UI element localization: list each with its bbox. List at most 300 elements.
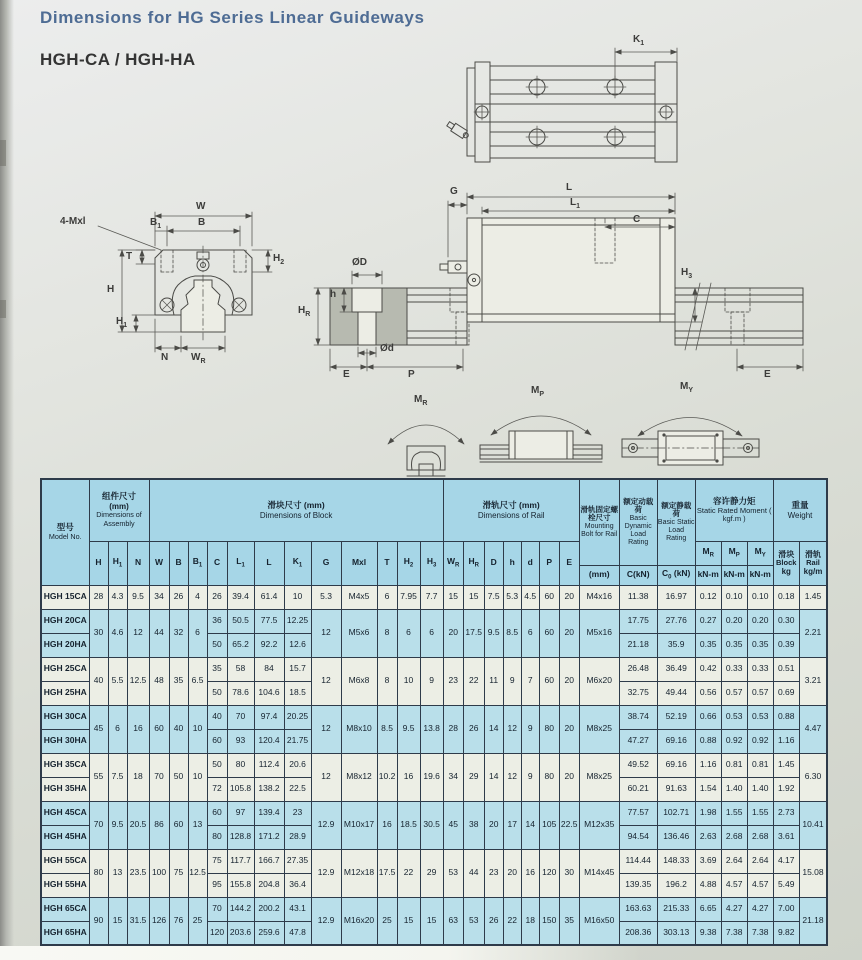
cell-block-shared-1: M8x10 [341,705,377,753]
unit-header-4: kN-m [721,565,747,585]
dimension-spec-table [40,478,828,946]
cell-block-dim-3: 21.75 [284,729,311,753]
cell-dynamic-load: 163.63 [619,897,657,921]
group-header-block [149,479,443,541]
cell-assembly-0: 55 [89,753,108,801]
dim-label-h-bolt: h [330,289,337,300]
cell-rail-weight: 2.21 [799,609,827,657]
cell-block-shared-2: 10.2 [377,753,397,801]
cell-mounting-bolt: M8x25 [579,705,619,753]
cell-assembly-2: 9.5 [127,585,149,609]
cell-moment-my: 0.33 [747,657,773,681]
rail-header-en: Dimensions of Rail [477,510,545,520]
cell-assembly-3: 48 [149,657,169,705]
cell-rail-dim-5: 60 [539,609,559,657]
dim-label-h: H [107,284,115,295]
weight-header-zh: 重量 [791,499,809,510]
cell-moment-mp: 7.38 [721,921,747,945]
cell-moment-mr: 0.66 [695,705,721,729]
cell-moment-mp: 0.33 [721,657,747,681]
cell-block-shared-1: M5x6 [341,609,377,657]
cell-block-shared-4: 9 [420,657,443,705]
cell-static-load: 27.76 [657,609,695,633]
col-header-WR: $W_R$ [443,541,463,585]
cell-block-shared-4: 7.7 [420,585,443,609]
cell-block-dim-1: 203.6 [227,921,254,945]
cell-block-shared-3: 6 [397,609,420,657]
cell-assembly-2: 12 [127,609,149,657]
cell-rail-dim-3: 12 [503,753,521,801]
cell-static-load: 69.16 [657,729,695,753]
cell-block-dim-1: 78.6 [227,681,254,705]
cell-mounting-bolt: M14x45 [579,849,619,897]
cell-model: HGH 30HA [41,729,89,753]
cell-assembly-5: 6 [188,609,207,657]
cell-assembly-3: 126 [149,897,169,945]
cell-rail-dim-0: 28 [443,705,463,753]
cell-block-shared-0: 12 [311,705,341,753]
spec-table-body [41,585,827,945]
cell-rail-dim-0: 23 [443,657,463,705]
cell-block-dim-1: 128.8 [227,825,254,849]
unit-header-2: $C_0$ (kN) [657,565,695,585]
cell-assembly-3: 70 [149,753,169,801]
cell-rail-dim-3: 22 [503,897,521,945]
cell-rail-dim-0: 20 [443,609,463,657]
dim-label-od: ØD [352,257,367,268]
rail-bolt-counterbore [352,288,382,312]
col-header-H: H [89,541,108,585]
assembly-header-en: Dimensions of Assembly [96,510,142,528]
cell-rail-dim-4: 9 [521,705,539,753]
group-header-mounting-bolt [579,479,619,565]
cell-dynamic-load: 26.48 [619,657,657,681]
cell-block-shared-4: 13.8 [420,705,443,753]
cell-block-dim-1: 65.2 [227,633,254,657]
cell-block-weight: 0.88 [773,705,799,729]
cell-rail-dim-1: 15 [463,585,484,609]
cross-section-drawing [60,200,330,370]
cell-rail-dim-6: 20 [559,609,579,657]
dim-label-h1: $H_1$ [116,316,128,329]
cell-rail-dim-2: 23 [484,849,503,897]
dim-label-hr: $H_R$ [298,305,311,318]
cell-block-dim-1: 58 [227,657,254,681]
moment-mr-diagram [378,388,478,480]
cell-assembly-1: 15 [108,897,127,945]
col-header-HR: $H_R$ [463,541,484,585]
cell-assembly-4: 50 [169,753,188,801]
cell-block-shared-3: 7.95 [397,585,420,609]
cell-dynamic-load: 77.57 [619,801,657,825]
cell-model: HGH 20CA [41,609,89,633]
cell-block-dim-0: 26 [207,585,227,609]
cell-assembly-3: 86 [149,801,169,849]
cell-rail-dim-5: 80 [539,705,559,753]
col-header-weight-block: 滑块 Block kg [773,541,799,585]
cell-static-load: 36.49 [657,657,695,681]
cell-rail-dim-5: 150 [539,897,559,945]
cell-assembly-2: 18 [127,753,149,801]
cell-rail-dim-1: 22 [463,657,484,705]
col-header-MP: $M_P$ [721,541,747,565]
cell-block-dim-0: 75 [207,849,227,873]
cell-model: HGH 25CA [41,657,89,681]
cell-block-dim-2: 138.2 [254,777,284,801]
page-bottom-edge [0,946,640,960]
cell-block-shared-1: M16x20 [341,897,377,945]
cell-moment-my: 1.40 [747,777,773,801]
cell-assembly-5: 12.5 [188,849,207,897]
cell-block-dim-3: 15.7 [284,657,311,681]
cell-block-dim-2: 259.6 [254,921,284,945]
table-row-HGH-25CA [41,657,827,681]
dim-label-mxl: 4-Mxl [60,216,86,227]
cell-rail-dim-4: 14 [521,801,539,849]
cell-block-shared-0: 12.9 [311,849,341,897]
table-row-HGH-45CA [41,801,827,825]
moment-my-drawing [618,381,768,476]
cell-rail-dim-3: 17 [503,801,521,849]
cell-assembly-5: 6.5 [188,657,207,705]
cell-block-weight: 0.18 [773,585,799,609]
col-header-E: E [559,541,579,585]
dim-label-l: L [566,182,573,193]
cell-static-load: 148.33 [657,849,695,873]
cell-block-dim-3: 18.5 [284,681,311,705]
cell-rail-dim-6: 20 [559,657,579,705]
cell-block-shared-4: 15 [420,897,443,945]
col-header-B: B [169,541,188,585]
cell-rail-dim-0: 53 [443,849,463,897]
page-title: Dimensions for HG Series Linear Guideways [40,8,425,27]
table-row-HGH-20CA [41,609,827,633]
cell-rail-dim-6: 20 [559,705,579,753]
table-row-HGH-65CA [41,897,827,921]
cell-block-dim-0: 36 [207,609,227,633]
group-header-static-moment [695,479,773,541]
cell-block-dim-3: 36.4 [284,873,311,897]
col-header-W: W [149,541,169,585]
cell-mounting-bolt: M5x16 [579,609,619,657]
table-row-HGH-55CA [41,849,827,873]
cell-assembly-0: 30 [89,609,108,657]
dim-label-b: B [198,217,206,228]
dim-label-od-small: Ød [380,343,394,354]
block-side-body [467,218,675,322]
cell-block-shared-2: 25 [377,897,397,945]
cell-rail-dim-2: 14 [484,705,503,753]
moment-header-zh: 容许静力矩 [712,495,756,506]
cell-block-shared-2: 8 [377,657,397,705]
block-header-zh: 滑块尺寸 (mm) [267,499,325,510]
cell-assembly-1: 6 [108,705,127,753]
series-subtitle: HGH-CA / HGH-HA [40,50,196,69]
weight-header-en: Weight [787,510,813,520]
cell-dynamic-load: 60.21 [619,777,657,801]
cell-moment-my: 0.81 [747,753,773,777]
cell-moment-mp: 4.27 [721,897,747,921]
cell-rail-weight: 15.08 [799,849,827,897]
cell-assembly-5: 25 [188,897,207,945]
cell-dynamic-load: 32.75 [619,681,657,705]
cell-rail-dim-4: 16 [521,849,539,897]
cell-moment-my: 0.20 [747,609,773,633]
cell-model: HGH 15CA [41,585,89,609]
cell-rail-dim-3: 20 [503,849,521,897]
unit-header-3: kN-m [695,565,721,585]
cell-moment-my: 2.64 [747,849,773,873]
dim-label-t: T [126,251,133,262]
cell-block-dim-3: 27.35 [284,849,311,873]
cell-block-shared-2: 6 [377,585,397,609]
cell-dynamic-load: 139.35 [619,873,657,897]
cell-block-shared-3: 16 [397,753,420,801]
cell-block-shared-3: 22 [397,849,420,897]
cell-moment-mp: 0.35 [721,633,747,657]
cell-assembly-2: 16 [127,705,149,753]
cell-rail-dim-4: 18 [521,897,539,945]
cell-rail-weight: 1.45 [799,585,827,609]
cell-block-dim-0: 50 [207,633,227,657]
cell-moment-my: 0.10 [747,585,773,609]
cell-block-dim-0: 70 [207,897,227,921]
dim-label-n: N [161,352,169,363]
col-header-MY: $M_Y$ [747,541,773,565]
cell-moment-my: 1.55 [747,801,773,825]
cell-model: HGH 45HA [41,825,89,849]
dim-label-h3: $H_3$ [681,267,693,280]
cell-moment-mr: 1.16 [695,753,721,777]
cell-rail-dim-5: 120 [539,849,559,897]
col-header-model [41,479,89,585]
cell-rail-dim-1: 38 [463,801,484,849]
cell-block-shared-0: 12 [311,753,341,801]
cell-block-dim-1: 80 [227,753,254,777]
cell-block-dim-1: 144.2 [227,897,254,921]
cell-static-load: 215.33 [657,897,695,921]
cell-rail-dim-6: 20 [559,753,579,801]
binder-mark [0,300,6,318]
cell-assembly-4: 26 [169,585,188,609]
cell-block-dim-3: 20.25 [284,705,311,729]
cell-dynamic-load: 38.74 [619,705,657,729]
cell-block-weight: 4.17 [773,849,799,873]
cell-block-weight: 9.82 [773,921,799,945]
cell-rail-dim-2: 7.5 [484,585,503,609]
cell-block-dim-2: 120.4 [254,729,284,753]
col-header-K1: $K_1$ [284,541,311,585]
cell-moment-mr: 0.88 [695,729,721,753]
cell-rail-dim-5: 105 [539,801,559,849]
cell-block-dim-3: 20.6 [284,753,311,777]
cell-block-dim-2: 166.7 [254,849,284,873]
cell-block-dim-1: 117.7 [227,849,254,873]
cell-block-dim-3: 23 [284,801,311,825]
cell-moment-mr: 0.42 [695,657,721,681]
unit-header-5: kN-m [747,565,773,585]
unit-header-1: C(kN) [619,565,657,585]
col-header-H2: $H_2$ [397,541,420,585]
cell-block-dim-3: 43.1 [284,897,311,921]
cell-moment-my: 4.27 [747,897,773,921]
cell-block-shared-3: 15 [397,897,420,945]
cell-model: HGH 45CA [41,801,89,825]
cell-mounting-bolt: M8x25 [579,753,619,801]
cell-rail-dim-6: 30 [559,849,579,897]
cell-dynamic-load: 94.54 [619,825,657,849]
cell-moment-my: 0.53 [747,705,773,729]
cell-rail-dim-3: 5.3 [503,585,521,609]
cell-moment-mr: 0.12 [695,585,721,609]
cell-static-load: 91.63 [657,777,695,801]
cell-moment-mr: 0.56 [695,681,721,705]
cell-model: HGH 55CA [41,849,89,873]
cell-rail-dim-0: 63 [443,897,463,945]
assembly-header-zh: 组件尺寸 [102,491,137,502]
cell-rail-dim-4: 4.5 [521,585,539,609]
block-header-en: Dimensions of Block [259,510,333,520]
cell-block-dim-3: 28.9 [284,825,311,849]
moment-my-label: $M_Y$ [680,381,694,394]
cell-moment-mp: 0.53 [721,705,747,729]
cell-block-dim-2: 84 [254,657,284,681]
cell-block-dim-3: 12.6 [284,633,311,657]
cell-rail-dim-0: 34 [443,753,463,801]
unit-header-0: (mm) [579,565,619,585]
cell-moment-my: 4.57 [747,873,773,897]
side-view-drawing [300,183,815,383]
cell-block-dim-2: 104.6 [254,681,284,705]
stat-header-en: Basic Static Load Rating [657,518,695,542]
cell-static-load: 69.16 [657,753,695,777]
cell-block-weight: 3.61 [773,825,799,849]
cell-assembly-4: 60 [169,801,188,849]
cell-block-weight: 1.16 [773,729,799,753]
cell-block-dim-1: 97 [227,801,254,825]
cell-block-dim-0: 60 [207,729,227,753]
moment-mp-label: $M_P$ [531,385,545,398]
moment-mr-label: $M_R$ [414,394,428,407]
cell-static-load: 16.97 [657,585,695,609]
cell-block-dim-1: 155.8 [227,873,254,897]
cell-static-load: 303.13 [657,921,695,945]
cell-moment-mp: 0.10 [721,585,747,609]
cell-rail-dim-4: 9 [521,753,539,801]
cell-block-shared-2: 17.5 [377,849,397,897]
cell-model: HGH 25HA [41,681,89,705]
cell-rail-dim-5: 80 [539,753,559,801]
cell-assembly-2: 31.5 [127,897,149,945]
cell-moment-my: 0.57 [747,681,773,705]
cell-assembly-1: 5.5 [108,657,127,705]
cell-rail-weight: 21.18 [799,897,827,945]
cell-rail-dim-3: 12 [503,705,521,753]
cell-dynamic-load: 49.52 [619,753,657,777]
cell-assembly-3: 44 [149,609,169,657]
cell-block-shared-0: 12.9 [311,801,341,849]
cell-block-dim-3: 22.5 [284,777,311,801]
cell-block-dim-0: 120 [207,921,227,945]
moment-header-en: Static Rated Moment ( kgf.m ) [696,505,772,524]
dim-label-e-right: E [764,369,771,380]
cell-rail-dim-0: 45 [443,801,463,849]
cell-block-dim-0: 80 [207,825,227,849]
cell-dynamic-load: 21.18 [619,633,657,657]
cell-block-shared-1: M6x8 [341,657,377,705]
col-header-B1: $B_1$ [188,541,207,585]
cell-block-dim-2: 204.8 [254,873,284,897]
cell-block-weight: 0.30 [773,609,799,633]
cell-rail-dim-4: 7 [521,657,539,705]
cell-assembly-4: 40 [169,705,188,753]
cell-rail-weight: 6.30 [799,753,827,801]
cell-moment-mp: 2.68 [721,825,747,849]
grease-nipple-icon [440,261,467,273]
table-row-HGH-15CA [41,585,827,609]
col-header-D: D [484,541,503,585]
cell-model: HGH 65HA [41,921,89,945]
binder-mark [0,140,6,166]
cell-block-shared-2: 16 [377,801,397,849]
col-header-C: C [207,541,227,585]
cell-rail-dim-0: 15 [443,585,463,609]
dim-label-w: W [196,201,206,212]
cell-block-dim-1: 50.5 [227,609,254,633]
cell-assembly-1: 13 [108,849,127,897]
cell-rail-weight: 10.41 [799,801,827,849]
cell-assembly-1: 9.5 [108,801,127,849]
cell-block-shared-0: 5.3 [311,585,341,609]
cell-rail-dim-6: 35 [559,897,579,945]
cell-moment-mr: 0.35 [695,633,721,657]
cell-model: HGH 20HA [41,633,89,657]
dim-label-h2: $H_2$ [273,253,285,266]
cell-block-dim-2: 112.4 [254,753,284,777]
cell-block-dim-3: 12.25 [284,609,311,633]
cell-moment-mr: 9.38 [695,921,721,945]
dim-label-wr: $W_R$ [191,352,206,365]
rail-header-zh: 滑轨尺寸 (mm) [482,499,540,510]
cell-assembly-2: 23.5 [127,849,149,897]
cell-assembly-1: 4.3 [108,585,127,609]
cell-block-shared-3: 9.5 [397,705,420,753]
bolt-header-en: Mounting Bolt for Rail [581,522,618,538]
cell-block-shared-4: 30.5 [420,801,443,849]
cell-moment-my: 2.68 [747,825,773,849]
moment-my-diagram [618,381,768,476]
col-header-N: N [127,541,149,585]
cell-block-shared-1: M4x5 [341,585,377,609]
cell-rail-dim-3: 8.5 [503,609,521,657]
cell-moment-my: 7.38 [747,921,773,945]
cell-block-shared-4: 29 [420,849,443,897]
col-header-L1: $L_1$ [227,541,254,585]
cell-block-weight: 7.00 [773,897,799,921]
col-header-h: h [503,541,521,585]
table-row-HGH-30CA [41,705,827,729]
cell-rail-weight: 3.21 [799,657,827,705]
cell-static-load: 196.2 [657,873,695,897]
cell-block-weight: 1.45 [773,753,799,777]
cell-assembly-3: 60 [149,705,169,753]
cell-moment-mp: 0.92 [721,729,747,753]
cell-assembly-4: 35 [169,657,188,705]
group-header-dynamic-load [619,479,657,565]
dyn-header-zh: 额定动载荷 [623,496,654,515]
cell-mounting-bolt: M6x20 [579,657,619,705]
col-header-L: L [254,541,284,585]
